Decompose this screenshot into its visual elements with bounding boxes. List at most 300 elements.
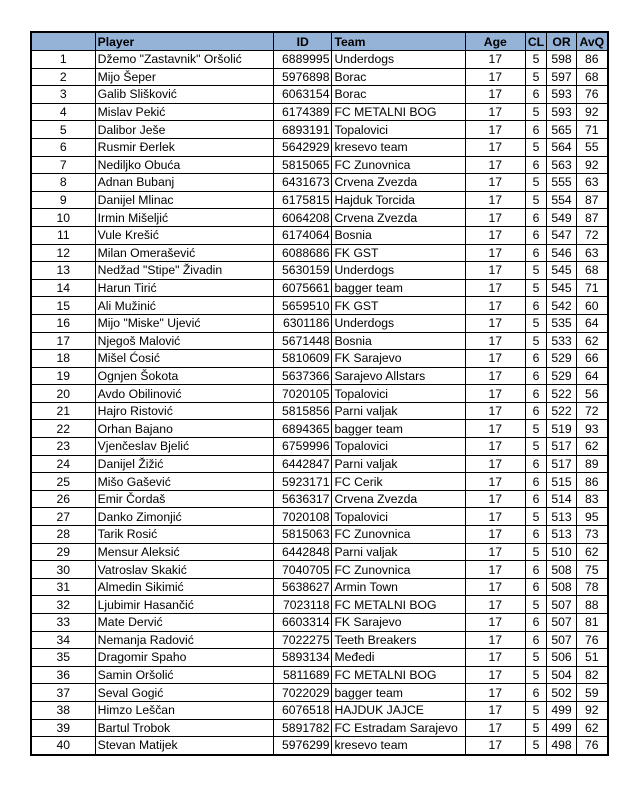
cell-id: 6063154 — [274, 86, 332, 104]
cell-or: 545 — [547, 262, 576, 280]
cell-player: Nedžad "Stipe" Živadin — [95, 262, 273, 280]
cell-num: 23 — [32, 438, 96, 456]
table-row — [32, 455, 608, 473]
cell-id: 5976898 — [274, 68, 332, 86]
cell-cl: 6 — [525, 385, 547, 403]
cell-cl: 5 — [525, 332, 547, 350]
cell-cl: 5 — [525, 649, 547, 667]
cell-num: 15 — [32, 297, 96, 315]
cell-num: 12 — [32, 244, 96, 262]
cell-cl: 5 — [525, 51, 547, 69]
cell-or: 514 — [547, 490, 576, 508]
cell-id: 6894365 — [274, 420, 332, 438]
header-cl: CL — [525, 33, 547, 51]
cell-cl: 5 — [525, 666, 547, 684]
cell-team: FC Zunovnica — [332, 156, 466, 174]
cell-team: Crvena Zvezda — [332, 174, 466, 192]
table-row — [32, 649, 608, 667]
table-row — [32, 490, 608, 508]
cell-avq: 88 — [576, 596, 607, 614]
cell-avq: 89 — [576, 455, 607, 473]
cell-cl: 6 — [525, 455, 547, 473]
cell-or: 529 — [547, 367, 576, 385]
cell-player: Mišel Ćosić — [95, 350, 273, 368]
cell-or: 510 — [547, 543, 576, 561]
cell-team: FK GST — [332, 297, 466, 315]
cell-id: 6088686 — [274, 244, 332, 262]
cell-player: Danko Zimonjić — [95, 508, 273, 526]
cell-avq: 62 — [576, 332, 607, 350]
cell-num: 17 — [32, 332, 96, 350]
cell-cl: 5 — [525, 596, 547, 614]
cell-age: 17 — [466, 526, 525, 544]
cell-num: 31 — [32, 578, 96, 596]
cell-avq: 95 — [576, 508, 607, 526]
cell-num: 14 — [32, 279, 96, 297]
cell-id: 6174064 — [274, 226, 332, 244]
cell-num: 22 — [32, 420, 96, 438]
cell-player: Nediljko Obuća — [95, 156, 273, 174]
cell-player: Ljubimir Hasančić — [95, 596, 273, 614]
cell-team: Parni valjak — [332, 543, 466, 561]
table-row — [32, 508, 608, 526]
cell-cl: 6 — [525, 244, 547, 262]
cell-player: Hajro Ristović — [95, 402, 273, 420]
cell-num: 20 — [32, 385, 96, 403]
cell-avq: 62 — [576, 438, 607, 456]
table-row — [32, 314, 608, 332]
cell-or: 499 — [547, 719, 576, 737]
cell-player: Mijo "Miske" Ujević — [95, 314, 273, 332]
cell-or: 533 — [547, 332, 576, 350]
cell-team: FC Cerik — [332, 473, 466, 491]
table-row — [32, 209, 608, 227]
cell-id: 6076518 — [274, 701, 332, 719]
cell-team: HAJDUK JAJCE — [332, 701, 466, 719]
cell-id: 5637366 — [274, 367, 332, 385]
cell-age: 17 — [466, 578, 525, 596]
cell-cl: 6 — [525, 684, 547, 702]
cell-avq: 87 — [576, 209, 607, 227]
cell-cl: 6 — [525, 490, 547, 508]
cell-age: 17 — [466, 490, 525, 508]
cell-player: Mijo Šeper — [95, 68, 273, 86]
cell-or: 593 — [547, 86, 576, 104]
cell-team: Topalovici — [332, 438, 466, 456]
table-row — [32, 402, 608, 420]
cell-age: 17 — [466, 367, 525, 385]
header-row — [32, 33, 608, 51]
cell-team: Borac — [332, 86, 466, 104]
cell-num: 32 — [32, 596, 96, 614]
cell-num: 19 — [32, 367, 96, 385]
cell-avq: 72 — [576, 226, 607, 244]
cell-player: Vatroslav Skakić — [95, 561, 273, 579]
cell-or: 549 — [547, 209, 576, 227]
cell-num: 21 — [32, 402, 96, 420]
cell-age: 17 — [466, 103, 525, 121]
header-player: Player — [95, 33, 273, 51]
cell-avq: 93 — [576, 420, 607, 438]
cell-team: Sarajevo Allstars — [332, 367, 466, 385]
cell-player: Danijel Žižić — [95, 455, 273, 473]
cell-player: Samin Oršolić — [95, 666, 273, 684]
cell-cl: 5 — [525, 719, 547, 737]
cell-avq: 56 — [576, 385, 607, 403]
cell-player: Mislav Pekić — [95, 103, 273, 121]
cell-player: Dragomir Spaho — [95, 649, 273, 667]
cell-id: 5811689 — [274, 666, 332, 684]
cell-num: 37 — [32, 684, 96, 702]
cell-avq: 82 — [576, 666, 607, 684]
cell-or: 517 — [547, 438, 576, 456]
cell-or: 542 — [547, 297, 576, 315]
cell-num: 18 — [32, 350, 96, 368]
cell-or: 507 — [547, 614, 576, 632]
cell-id: 7020108 — [274, 508, 332, 526]
cell-avq: 64 — [576, 314, 607, 332]
cell-avq: 86 — [576, 473, 607, 491]
cell-age: 17 — [466, 420, 525, 438]
cell-num: 8 — [32, 174, 96, 192]
cell-id: 6889995 — [274, 51, 332, 69]
cell-id: 5638627 — [274, 578, 332, 596]
cell-num: 26 — [32, 490, 96, 508]
cell-avq: 92 — [576, 103, 607, 121]
cell-cl: 6 — [525, 614, 547, 632]
cell-avq: 87 — [576, 191, 607, 209]
cell-player: Orhan Bajano — [95, 420, 273, 438]
cell-avq: 66 — [576, 350, 607, 368]
cell-team: Međedi — [332, 649, 466, 667]
cell-cl: 5 — [525, 737, 547, 755]
cell-age: 17 — [466, 314, 525, 332]
cell-team: bagger team — [332, 684, 466, 702]
table-row — [32, 719, 608, 737]
table-row — [32, 420, 608, 438]
cell-player: Galib Slišković — [95, 86, 273, 104]
cell-avq: 76 — [576, 737, 607, 755]
cell-or: 513 — [547, 508, 576, 526]
cell-num: 1 — [32, 51, 96, 69]
cell-age: 17 — [466, 561, 525, 579]
cell-cl: 6 — [525, 350, 547, 368]
table-row — [32, 473, 608, 491]
cell-team: FK Sarajevo — [332, 350, 466, 368]
cell-num: 2 — [32, 68, 96, 86]
table-row — [32, 297, 608, 315]
cell-avq: 71 — [576, 121, 607, 139]
cell-cl: 5 — [525, 262, 547, 280]
cell-id: 6442847 — [274, 455, 332, 473]
cell-avq: 76 — [576, 631, 607, 649]
cell-or: 504 — [547, 666, 576, 684]
cell-avq: 68 — [576, 262, 607, 280]
cell-team: kresevo team — [332, 138, 466, 156]
cell-num: 29 — [32, 543, 96, 561]
cell-team: Topalovici — [332, 385, 466, 403]
cell-num: 13 — [32, 262, 96, 280]
table-row — [32, 701, 608, 719]
cell-num: 38 — [32, 701, 96, 719]
table-row — [32, 385, 608, 403]
cell-id: 5642929 — [274, 138, 332, 156]
table-row — [32, 121, 608, 139]
cell-id: 5815065 — [274, 156, 332, 174]
cell-team: FK GST — [332, 244, 466, 262]
cell-or: 507 — [547, 631, 576, 649]
cell-team: Underdogs — [332, 51, 466, 69]
cell-age: 17 — [466, 156, 525, 174]
cell-player: Mišo Gašević — [95, 473, 273, 491]
cell-team: Topalovici — [332, 508, 466, 526]
cell-or: 513 — [547, 526, 576, 544]
cell-id: 6075661 — [274, 279, 332, 297]
cell-id: 6603314 — [274, 614, 332, 632]
cell-avq: 68 — [576, 68, 607, 86]
cell-avq: 76 — [576, 86, 607, 104]
cell-id: 5659510 — [274, 297, 332, 315]
cell-cl: 5 — [525, 279, 547, 297]
cell-cl: 6 — [525, 121, 547, 139]
cell-num: 35 — [32, 649, 96, 667]
cell-team: kresevo team — [332, 737, 466, 755]
cell-id: 7020105 — [274, 385, 332, 403]
cell-cl: 5 — [525, 314, 547, 332]
cell-team: FC Zunovnica — [332, 526, 466, 544]
cell-id: 5630159 — [274, 262, 332, 280]
cell-player: Stevan Matijek — [95, 737, 273, 755]
cell-age: 17 — [466, 402, 525, 420]
cell-or: 507 — [547, 596, 576, 614]
cell-player: Ognjen Šokota — [95, 367, 273, 385]
cell-player: Džemo "Zastavnik" Oršolić — [95, 51, 273, 69]
cell-cl: 6 — [525, 631, 547, 649]
cell-team: Parni valjak — [332, 402, 466, 420]
table-row — [32, 191, 608, 209]
cell-avq: 81 — [576, 614, 607, 632]
cell-avq: 62 — [576, 719, 607, 737]
cell-cl: 5 — [525, 438, 547, 456]
cell-avq: 75 — [576, 561, 607, 579]
cell-avq: 78 — [576, 578, 607, 596]
cell-age: 17 — [466, 719, 525, 737]
cell-avq: 62 — [576, 543, 607, 561]
cell-or: 547 — [547, 226, 576, 244]
cell-id: 5976299 — [274, 737, 332, 755]
cell-num: 5 — [32, 121, 96, 139]
cell-age: 17 — [466, 51, 525, 69]
cell-id: 6759996 — [274, 438, 332, 456]
cell-cl: 5 — [525, 191, 547, 209]
cell-team: Bosnia — [332, 226, 466, 244]
header-id: ID — [274, 33, 332, 51]
cell-avq: 86 — [576, 51, 607, 69]
cell-id: 5636317 — [274, 490, 332, 508]
table-row — [32, 68, 608, 86]
cell-age: 17 — [466, 191, 525, 209]
cell-age: 17 — [466, 138, 525, 156]
table-row — [32, 578, 608, 596]
cell-player: Dalibor Ješe — [95, 121, 273, 139]
cell-num: 27 — [32, 508, 96, 526]
cell-id: 6301186 — [274, 314, 332, 332]
table-row — [32, 226, 608, 244]
cell-age: 17 — [466, 684, 525, 702]
cell-avq: 60 — [576, 297, 607, 315]
cell-avq: 63 — [576, 244, 607, 262]
table-row — [32, 737, 608, 755]
header-team: Team — [332, 33, 466, 51]
cell-age: 17 — [466, 121, 525, 139]
cell-cl: 6 — [525, 526, 547, 544]
cell-avq: 63 — [576, 174, 607, 192]
cell-or: 529 — [547, 350, 576, 368]
cell-avq: 72 — [576, 402, 607, 420]
cell-or: 598 — [547, 51, 576, 69]
cell-or: 498 — [547, 737, 576, 755]
table-row — [32, 684, 608, 702]
cell-avq: 73 — [576, 526, 607, 544]
cell-id: 5815063 — [274, 526, 332, 544]
cell-team: Borac — [332, 68, 466, 86]
table-row — [32, 156, 608, 174]
cell-or: 535 — [547, 314, 576, 332]
table-row — [32, 666, 608, 684]
cell-team: Underdogs — [332, 314, 466, 332]
cell-cl: 6 — [525, 156, 547, 174]
cell-player: Seval Gogić — [95, 684, 273, 702]
cell-id: 6431673 — [274, 174, 332, 192]
cell-cl: 6 — [525, 402, 547, 420]
cell-player: Ali Mužinić — [95, 297, 273, 315]
cell-avq: 55 — [576, 138, 607, 156]
table-row — [32, 596, 608, 614]
cell-team: Topalovici — [332, 121, 466, 139]
players-table — [31, 32, 608, 755]
cell-player: Harun Tirić — [95, 279, 273, 297]
cell-or: 506 — [547, 649, 576, 667]
cell-player: Adnan Bubanj — [95, 174, 273, 192]
cell-player: Irmin Mišeljić — [95, 209, 273, 227]
cell-age: 17 — [466, 508, 525, 526]
cell-team: Hajduk Torcida — [332, 191, 466, 209]
table-row — [32, 51, 608, 69]
cell-cl: 6 — [525, 561, 547, 579]
cell-team: Armin Town — [332, 578, 466, 596]
cell-cl: 6 — [525, 226, 547, 244]
cell-num: 40 — [32, 737, 96, 755]
cell-cl: 5 — [525, 701, 547, 719]
cell-num: 10 — [32, 209, 96, 227]
cell-player: Vjenčeslav Bjelić — [95, 438, 273, 456]
cell-id: 5893134 — [274, 649, 332, 667]
cell-player: Almedin Sikimić — [95, 578, 273, 596]
cell-team: FC Zunovnica — [332, 561, 466, 579]
cell-team: Underdogs — [332, 262, 466, 280]
cell-cl: 5 — [525, 420, 547, 438]
cell-num: 16 — [32, 314, 96, 332]
cell-player: Bartul Trobok — [95, 719, 273, 737]
cell-player: Danijel Mlinac — [95, 191, 273, 209]
cell-cl: 5 — [525, 174, 547, 192]
cell-avq: 59 — [576, 684, 607, 702]
cell-player: Rusmir Đerlek — [95, 138, 273, 156]
cell-player: Avdo Obilinović — [95, 385, 273, 403]
cell-age: 17 — [466, 262, 525, 280]
cell-or: 564 — [547, 138, 576, 156]
table-row — [32, 561, 608, 579]
cell-or: 565 — [547, 121, 576, 139]
cell-id: 6893191 — [274, 121, 332, 139]
cell-team: bagger team — [332, 420, 466, 438]
cell-num: 39 — [32, 719, 96, 737]
cell-cl: 5 — [525, 103, 547, 121]
cell-or: 517 — [547, 455, 576, 473]
cell-age: 17 — [466, 438, 525, 456]
cell-or: 555 — [547, 174, 576, 192]
cell-cl: 5 — [525, 138, 547, 156]
table-row — [32, 279, 608, 297]
cell-num: 7 — [32, 156, 96, 174]
cell-team: FK Sarajevo — [332, 614, 466, 632]
cell-team: Crvena Zvezda — [332, 490, 466, 508]
cell-or: 499 — [547, 701, 576, 719]
cell-id: 6175815 — [274, 191, 332, 209]
table-row — [32, 244, 608, 262]
cell-id: 7040705 — [274, 561, 332, 579]
cell-num: 4 — [32, 103, 96, 121]
cell-age: 17 — [466, 737, 525, 755]
cell-age: 17 — [466, 86, 525, 104]
cell-id: 5923171 — [274, 473, 332, 491]
cell-num: 25 — [32, 473, 96, 491]
cell-age: 17 — [466, 174, 525, 192]
cell-id: 6442848 — [274, 543, 332, 561]
cell-num: 24 — [32, 455, 96, 473]
table-row — [32, 138, 608, 156]
cell-age: 17 — [466, 649, 525, 667]
cell-age: 17 — [466, 631, 525, 649]
cell-age: 17 — [466, 385, 525, 403]
cell-player: Vule Krešić — [95, 226, 273, 244]
header-or: OR — [547, 33, 576, 51]
cell-cl: 6 — [525, 209, 547, 227]
cell-num: 36 — [32, 666, 96, 684]
cell-or: 597 — [547, 68, 576, 86]
cell-player: Nemanja Radović — [95, 631, 273, 649]
cell-or: 554 — [547, 191, 576, 209]
cell-player: Milan Omerašević — [95, 244, 273, 262]
cell-age: 17 — [466, 279, 525, 297]
cell-or: 515 — [547, 473, 576, 491]
cell-player: Himzo Leščan — [95, 701, 273, 719]
cell-player: Mensur Aleksić — [95, 543, 273, 561]
cell-avq: 92 — [576, 701, 607, 719]
cell-num: 28 — [32, 526, 96, 544]
cell-id: 5815856 — [274, 402, 332, 420]
table-row — [32, 262, 608, 280]
header-avq: AvQ — [576, 33, 607, 51]
cell-cl: 6 — [525, 297, 547, 315]
cell-team: Crvena Zvezda — [332, 209, 466, 227]
cell-age: 17 — [466, 473, 525, 491]
cell-num: 6 — [32, 138, 96, 156]
cell-id: 7022029 — [274, 684, 332, 702]
cell-num: 30 — [32, 561, 96, 579]
table-row — [32, 543, 608, 561]
cell-num: 11 — [32, 226, 96, 244]
